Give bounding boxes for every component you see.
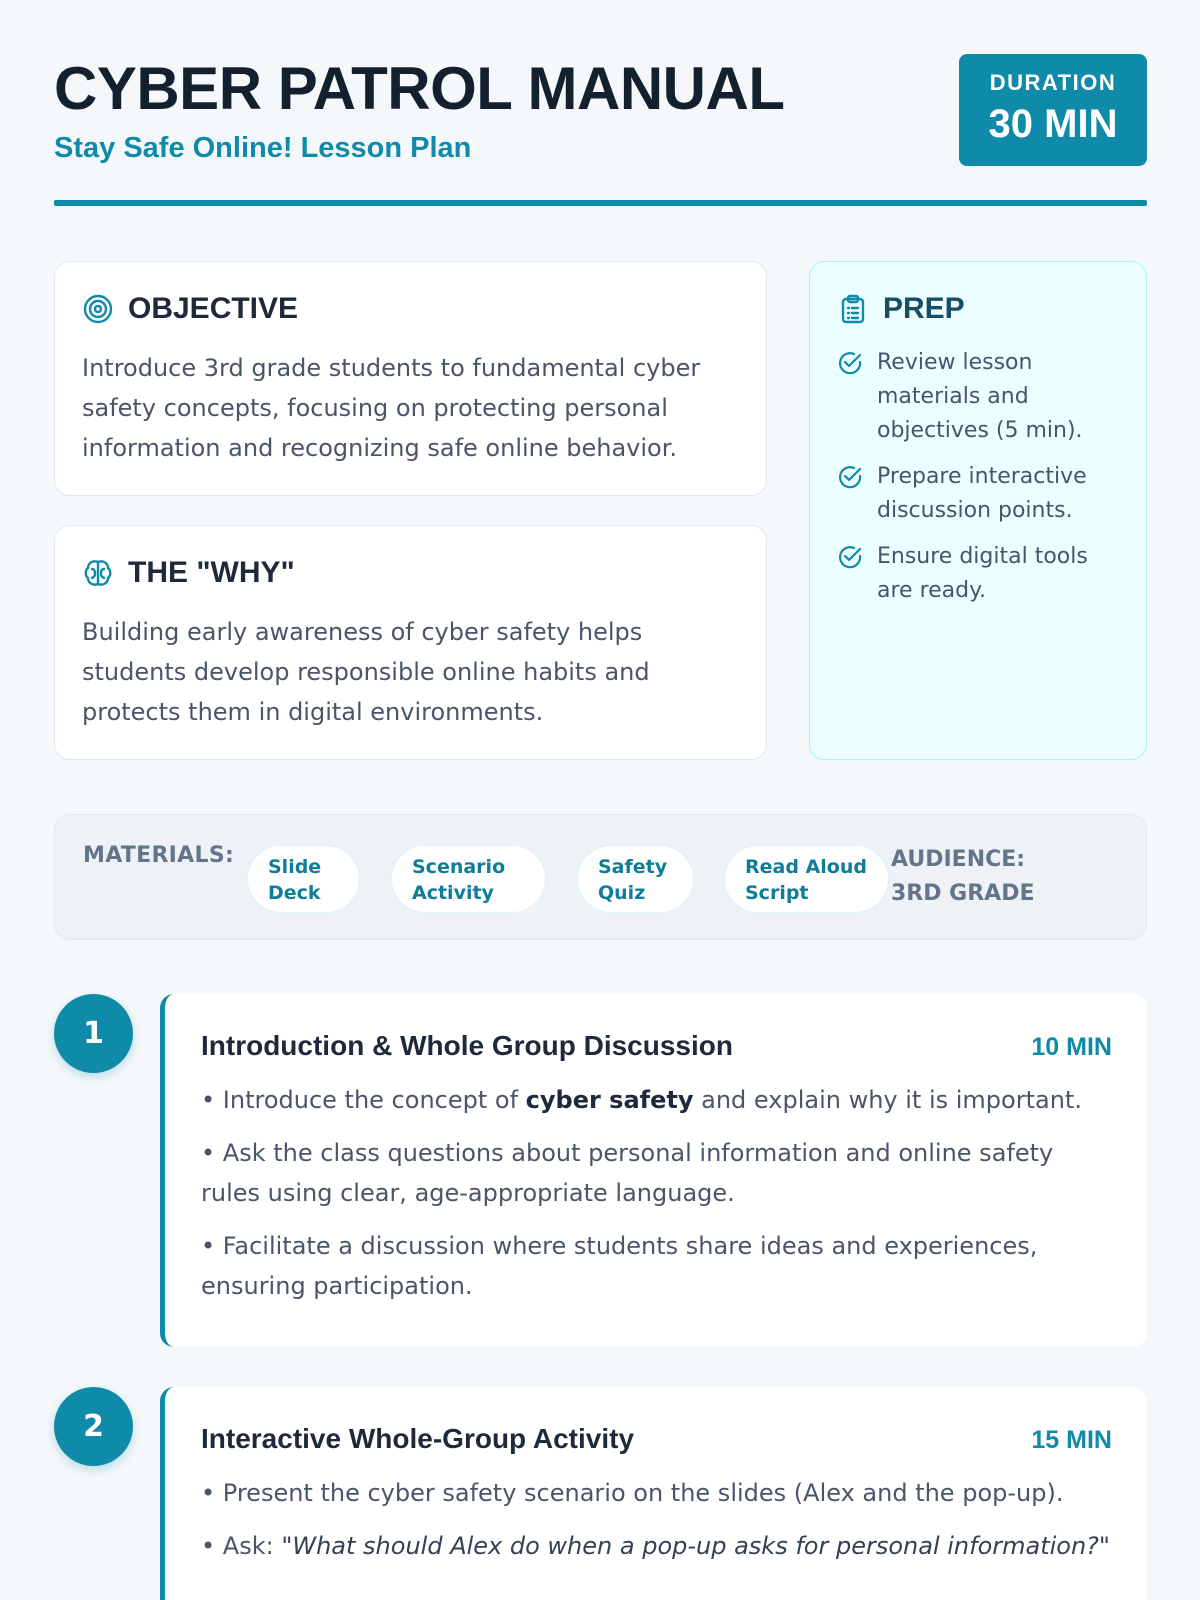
material-pill-safety-quiz: Safety Quiz xyxy=(577,845,694,913)
step-title: Interactive Whole-Group Activity xyxy=(201,1423,635,1454)
step-title: Introduction & Whole Group Discussion xyxy=(201,1030,733,1061)
step-duration: 15 MIN xyxy=(1031,1426,1112,1454)
objective-body: Introduce 3rd grade students to fundamental cyber safety concepts, focusing on protecting personal information and recognizing safe online behavior. xyxy=(82,354,701,462)
material-pill-scenario-activity: Scenario Activity xyxy=(391,845,546,913)
step-bullet: • Present the cyber safety scenario on the slides (Alex and the pop-up). xyxy=(201,1479,1064,1507)
prep-heading xyxy=(837,292,1119,326)
step-number-1: 1 xyxy=(54,994,133,1073)
materials-label: MATERIALS: xyxy=(83,843,235,868)
step-bullet: • Facilitate a discussion where students share ideas and experiences, ensuring participation. xyxy=(201,1232,1038,1300)
objective-heading xyxy=(82,292,739,326)
duration-value: 30 MIN xyxy=(988,102,1118,146)
quote-text: "What should Alex do when a pop-up asks for personal information?" xyxy=(281,1532,1110,1560)
step-header xyxy=(201,1423,1112,1455)
target-icon xyxy=(82,293,114,325)
material-pill-read-aloud-script: Read Aloud Script xyxy=(724,845,889,913)
materials-bar xyxy=(54,814,1147,940)
prep-item xyxy=(837,460,1119,528)
step-bullet: • Ask the class questions about personal information and online safety rules using clear, age-appropriate language. xyxy=(201,1139,1054,1207)
objective-title: OBJECTIVE xyxy=(128,292,299,325)
why-title: THE "WHY" xyxy=(128,556,295,589)
step-card-2 xyxy=(160,1387,1147,1600)
step-bullet: • Introduce the concept of cyber safety and explain why it is important. xyxy=(201,1086,1082,1114)
step-bullets xyxy=(201,1473,1112,1566)
material-pill-slide-deck: Slide Deck xyxy=(247,845,360,913)
header-divider xyxy=(54,200,1147,206)
why-card xyxy=(54,525,767,760)
why-heading xyxy=(82,556,739,590)
prep-card xyxy=(809,261,1147,760)
prep-title: PREP xyxy=(883,292,965,325)
prep-item xyxy=(837,346,1119,448)
prep-item-text: Review lesson materials and objectives (5 min). xyxy=(877,350,1083,443)
step-number-2: 2 xyxy=(54,1387,133,1466)
check-circle-icon xyxy=(837,544,863,570)
step-card-1 xyxy=(160,994,1147,1347)
page-title: CYBER PATROL MANUAL xyxy=(54,55,785,122)
step-bullets xyxy=(201,1080,1112,1306)
prep-item-text: Ensure digital tools are ready. xyxy=(877,544,1088,603)
step-header xyxy=(201,1030,1112,1062)
prep-item-text: Prepare interactive discussion points. xyxy=(877,464,1087,523)
clipboard-icon xyxy=(837,293,869,325)
step-duration: 10 MIN xyxy=(1031,1033,1112,1061)
duration-label: DURATION xyxy=(989,70,1117,95)
duration-badge xyxy=(959,54,1147,166)
step-bullet: • Ask: "What should Alex do when a pop-up asks for personal information?" xyxy=(201,1532,1110,1560)
emphasis-text: cyber safety xyxy=(525,1086,694,1114)
prep-list xyxy=(837,346,1119,608)
check-circle-icon xyxy=(837,464,863,490)
objective-card xyxy=(54,261,767,496)
prep-item xyxy=(837,540,1119,608)
brain-icon xyxy=(82,557,114,589)
header xyxy=(54,52,1147,207)
check-circle-icon xyxy=(837,350,863,376)
audience-label: AUDIENCE: 3RD GRADE xyxy=(891,847,1035,906)
page-subtitle: Stay Safe Online! Lesson Plan xyxy=(54,132,472,164)
why-body: Building early awareness of cyber safety helps students develop responsible online habits and protects them in digital environments. xyxy=(82,618,650,726)
